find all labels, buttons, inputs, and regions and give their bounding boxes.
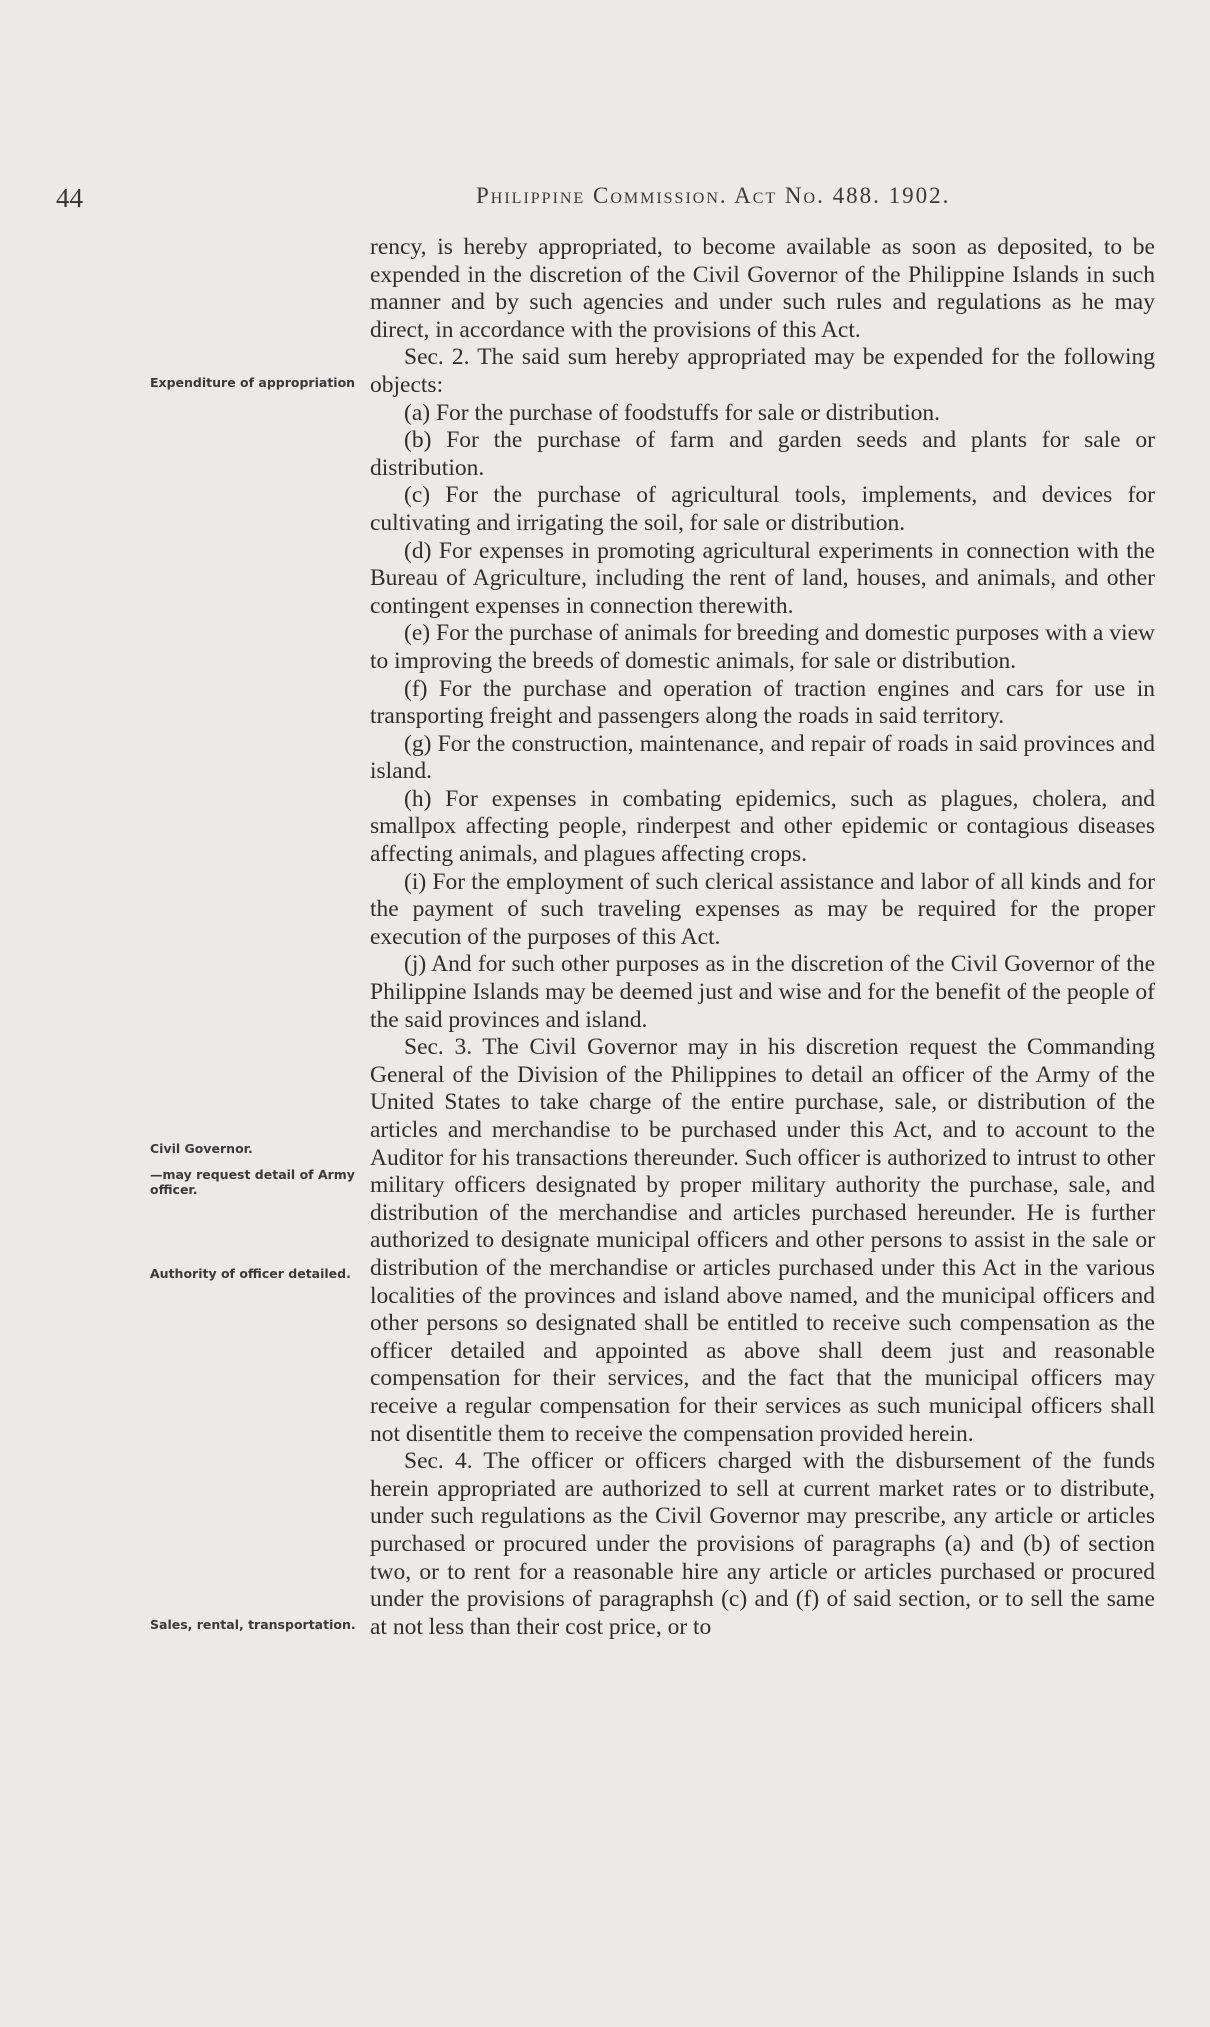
paragraph-item-d: (d) For expenses in promoting agricultural experiments in connection with the Bureau of Agriculture, including the rent of land, houses, and animals, and other contingent expenses in connection therewith. <box>370 537 1155 619</box>
body-text <box>370 234 1155 1641</box>
paragraph-sec-2: Sec. 2. The said sum hereby appropriated may be expended for the following objects: <box>370 344 1155 398</box>
running-head: Philippine Commission. Act No. 488. 1902. <box>476 183 951 208</box>
paragraph-item-e: (e) For the purchase of animals for breeding and domestic purposes with a view to improving the breeds of domestic animals, for sale or distribution. <box>370 620 1155 674</box>
paragraph-item-i: (i) For the employment of such clerical assistance and labor of all kinds and for the payment of such traveling expenses as may be required for the proper execution of the purposes of this Act. <box>370 868 1155 950</box>
margin-note-civil-governor: Civil Governor. <box>150 1141 253 1156</box>
paragraph-item-g: (g) For the construction, maintenance, and repair of roads in said provinces and island. <box>370 730 1155 785</box>
paragraph-item-f: (f) For the purchase and operation of traction engines and cars for use in transporting freight and passengers along the roads in said territory. <box>370 675 1155 730</box>
paragraph-continuation: rency, is hereby appropriated, to become available as soon as deposited, to be expended in the discretion of the Civil Governor of the Philippine Islands in such manner and by such agencies and under such rules and regulations as he may direct, in accordance with the provisions of this Act. <box>370 234 1155 343</box>
page-number: 44 <box>56 183 83 213</box>
paragraph-item-h: (h) For expenses in combating epidemics, such as plagues, cholera, and smallpox affecting people, rinderpest and other epidemic or contagious diseases affecting animals, and plagues affecting crops. <box>370 785 1155 868</box>
margin-note-authority: Authority of officer detailed. <box>150 1266 351 1281</box>
paragraph-item-b: (b) For the purchase of farm and garden seeds and plants for sale or distribution. <box>370 427 1155 481</box>
paragraph-item-c: (c) For the purchase of agricultural tools, implements, and devices for cultivating and irrigating the soil, for sale or distribution. <box>370 482 1155 536</box>
paragraph-item-a: (a) For the purchase of foodstuffs for sale or distribution. <box>404 399 941 426</box>
margin-note-sales: Sales, rental, transportation. <box>150 1617 356 1632</box>
paragraph-item-j: (j) And for such other purposes as in the discretion of the Civil Governor of the Philippine Islands may be deemed just and wise and for the benefit of the people of the said provinces and island. <box>370 951 1155 1033</box>
paragraph-sec-4: Sec. 4. The officer or officers charged with the disbursement of the funds herein appropriated are authorized to sell at current market rates or to distribute, under such regulations as the Civil Governor may prescribe, any article or articles purchased or procured under the provisions of paragraphs (a) and (b) of section two, or to rent for a reasonable hire any article or articles purchased or procured under the provisions of paragraphsh (c) and (f) of said section, or to sell the same at not less than their cost price, or to <box>370 1448 1155 1640</box>
paragraph-sec-3: Sec. 3. The Civil Governor may in his discretion request the Commanding General of the Division of the Philippines to detail an officer of the Army of the United States to take charge of the entire purchase, sale, or distribution of the articles and merchandise to be purchased under this Act, and to account to the Auditor for his transactions thereunder. Such officer is authorized to intrust to other military officers designated by proper military authority the purchase, sale, and distribution of the merchandise and articles purchased hereunder. He is further authorized to designate municipal officers and other persons to assist in the sale or distribution of the merchandise or articles purchased under this Act in the various localities of the provinces and island above named, and the municipal officers and other persons so designated shall be entitled to receive such compensation as the officer detailed and appointed as above shall deem just and reasonable compensation for their services, and the fact that the municipal officers may receive a regular compensation for their services as such municipal officers shall not disentitle them to receive the compensation provided herein. <box>370 1034 1155 1447</box>
margin-note-expenditure: Expenditure of appropriation <box>150 375 356 390</box>
margin-note-request-detail: —may request detail of Army officer. <box>150 1167 355 1197</box>
